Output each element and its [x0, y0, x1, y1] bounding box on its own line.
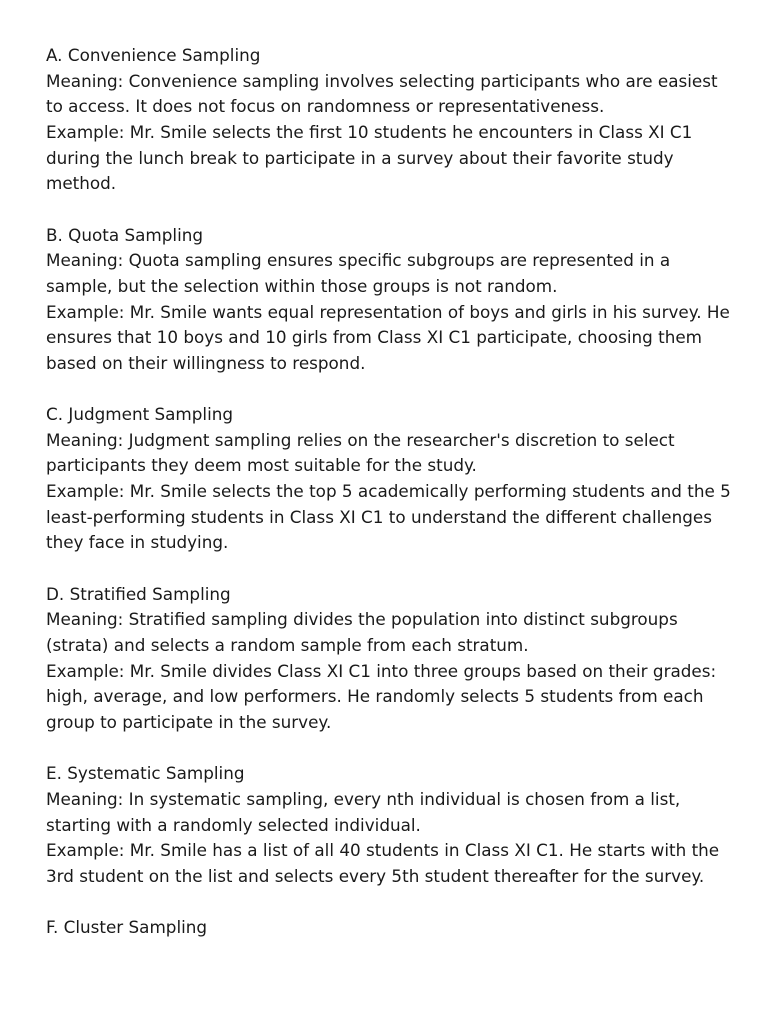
- section-systematic-sampling: [46, 761, 736, 889]
- example-line: method.: [46, 173, 117, 194]
- meaning-line: Meaning: Quota sampling ensures specific subgroups are represented in a: [46, 250, 671, 271]
- document-body: [46, 43, 736, 941]
- meaning-line: Meaning: In systematic sampling, every nth individual is chosen from a list,: [46, 788, 681, 809]
- example-line: 3rd student on the list and selects every 5th student thereafter for the survey.: [46, 865, 705, 886]
- example-line: during the lunch break to participate in a survey about their favorite study: [46, 147, 674, 168]
- meaning-line: Meaning: Judgment sampling relies on the researcher's discretion to select: [46, 429, 675, 450]
- example-line: high, average, and low performers. He randomly selects 5 students from each: [46, 686, 704, 707]
- example-line: Example: Mr. Smile wants equal representation of boys and girls in his survey. He: [46, 301, 730, 322]
- example-line: Example: Mr. Smile selects the first 10 students he encounters in Class XI C1: [46, 121, 693, 142]
- example-line: they face in studying.: [46, 532, 229, 553]
- section-heading: F. Cluster Sampling: [46, 917, 208, 938]
- example-line: least-performing students in Class XI C1 to understand the different challenges: [46, 506, 712, 527]
- meaning-line: participants they deem most suitable for the study.: [46, 455, 477, 476]
- section-heading: B. Quota Sampling: [46, 224, 204, 245]
- section-heading: C. Judgment Sampling: [46, 404, 234, 425]
- section-cluster-sampling: [46, 915, 736, 941]
- example-line: Example: Mr. Smile selects the top 5 academically performing students and the 5: [46, 481, 731, 502]
- section-stratified-sampling: [46, 582, 736, 736]
- meaning-line: starting with a randomly selected individual.: [46, 814, 421, 835]
- section-quota-sampling: [46, 223, 736, 377]
- section-convenience-sampling: [46, 43, 736, 197]
- example-line: Example: Mr. Smile divides Class XI C1 into three groups based on their grades:: [46, 660, 717, 681]
- section-heading: E. Systematic Sampling: [46, 763, 245, 784]
- example-line: group to participate in the survey.: [46, 712, 332, 733]
- meaning-line: to access. It does not focus on randomness or representativeness.: [46, 96, 605, 117]
- meaning-line: (strata) and selects a random sample from each stratum.: [46, 635, 529, 656]
- section-judgment-sampling: [46, 402, 736, 556]
- meaning-line: Meaning: Convenience sampling involves selecting participants who are easiest: [46, 70, 718, 91]
- meaning-line: sample, but the selection within those groups is not random.: [46, 275, 558, 296]
- example-line: ensures that 10 boys and 10 girls from Class XI C1 participate, choosing them: [46, 327, 703, 348]
- section-heading: A. Convenience Sampling: [46, 45, 261, 65]
- section-heading: D. Stratified Sampling: [46, 583, 231, 604]
- meaning-line: Meaning: Stratified sampling divides the population into distinct subgroups: [46, 609, 678, 630]
- example-line: based on their willingness to respond.: [46, 352, 366, 373]
- example-line: Example: Mr. Smile has a list of all 40 students in Class XI C1. He starts with the: [46, 840, 720, 861]
